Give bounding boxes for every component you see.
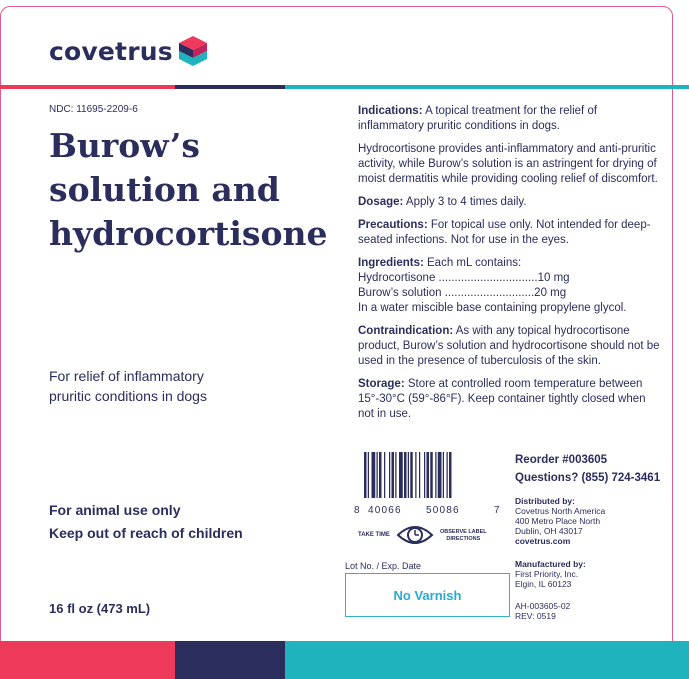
contraindication: Contraindication: As with any topical hydrocortisone product, Burow’s solution and hydrocortisone should not be used in the presence of tuberculosis of the skin. [358,325,660,367]
barcode-bar [427,452,430,498]
relief-statement: For relief of inflammatory pruritic conditions in dogs [49,368,207,404]
title-line: solution and [49,170,280,209]
barcode-digit: 40066 [368,505,402,516]
take-time-label: TAKE TIME [358,532,390,538]
brand-name: covetrus [49,36,173,66]
barcode-bar [415,452,416,498]
top-bar-teal [285,85,689,89]
take-time-badge [358,522,493,548]
barcode-bar [424,452,425,498]
warning-statement: For animal use only Keep out of reach of children [49,502,243,541]
storage: Storage: Store at controlled room temperature between 15°-30°C (59°-86°F). Keep container tightly closed when not in use. [358,378,646,420]
reorder-number: Reorder #003605 [515,454,608,466]
barcode-bar [384,452,385,498]
dosage: Dosage: Apply 3 to 4 times daily. [358,196,527,208]
precautions: Precautions: For topical use only. Not intended for deep-seated infections. Not for use in the eyes. [358,219,651,246]
barcode-bar [449,452,452,498]
description: Hydrocortisone provides anti-inflammatory and anti-pruritic activity, while Burow’s solution is an astringent for drying of moist dermatitis while providing cooling relief of discomfort. [358,143,658,185]
bottom-bar-navy [175,641,285,679]
manufactured-by: Manufactured by: First Priority, Inc. Elgin, IL 60123 [515,559,586,589]
top-bar-red [0,85,175,89]
ingredient-row: Burow’s solution ............................20 mg [358,287,567,299]
barcode-bar [377,452,378,498]
reorder-info [515,451,660,487]
barcode-bar [443,452,444,498]
covetrus-logo [49,36,207,66]
top-bar-navy [175,85,285,89]
bottom-bar-red [0,641,175,679]
barcode-bar [404,452,407,498]
barcode-bar [379,452,382,498]
barcode-bar [410,452,413,498]
no-varnish-box: No Varnish [345,573,510,617]
barcode-bar [389,452,390,498]
barcode-digit: 7 [494,505,500,516]
indications: Indications: A topical treatment for the relief of inflammatory pruritic conditions in dogs. [358,105,598,132]
title-line: Burow’s [49,126,200,165]
ndc-code: NDC: 11695-2209-6 [49,104,138,115]
ingredients: Ingredients: Each mL contains: Hydrocortisone ...............................10 mg Burow’s solution ............................20 mg In a water miscible base containing propylene glycol. [358,257,627,314]
bottom-bar-teal [285,641,689,679]
barcode-bar [435,452,436,498]
questions-phone: Questions? (855) 724-3461 [515,472,661,484]
barcode-bar [364,452,367,498]
barcode-digit: 8 [354,505,360,516]
lot-exp-label: Lot No. / Exp. Date [345,561,422,571]
product-title [49,124,349,256]
barcode-bar [447,452,448,498]
barcode-bar [368,452,369,498]
label-codes: AH-003605-02 REV: 0519 [515,601,571,621]
eye-clock-icon [396,522,434,548]
net-volume: 16 fl oz (473 mL) [49,601,151,616]
covetrus-mark-icon [179,36,207,66]
barcode-bar [419,452,420,498]
observe-label: OBSERVE LABEL DIRECTIONS [440,529,487,542]
barcode-bar [395,452,396,498]
title-line: hydrocortisone [49,214,328,253]
barcode-bar [372,452,376,498]
directions-panel [358,104,660,430]
barcode-bar [392,452,395,498]
upc-barcode [364,452,482,498]
barcode-digit: 50086 [426,505,460,516]
barcode-bar [408,452,409,498]
barcode-bar [438,452,442,498]
barcode-bar [430,452,433,498]
ingredient-row: Hydrocortisone ...............................10 mg [358,272,570,284]
barcode-bar [399,452,403,498]
distributed-by: Distributed by: Covetrus North America 400 Metro Place North Dublin, OH 43017 covetrus.com [515,496,606,546]
